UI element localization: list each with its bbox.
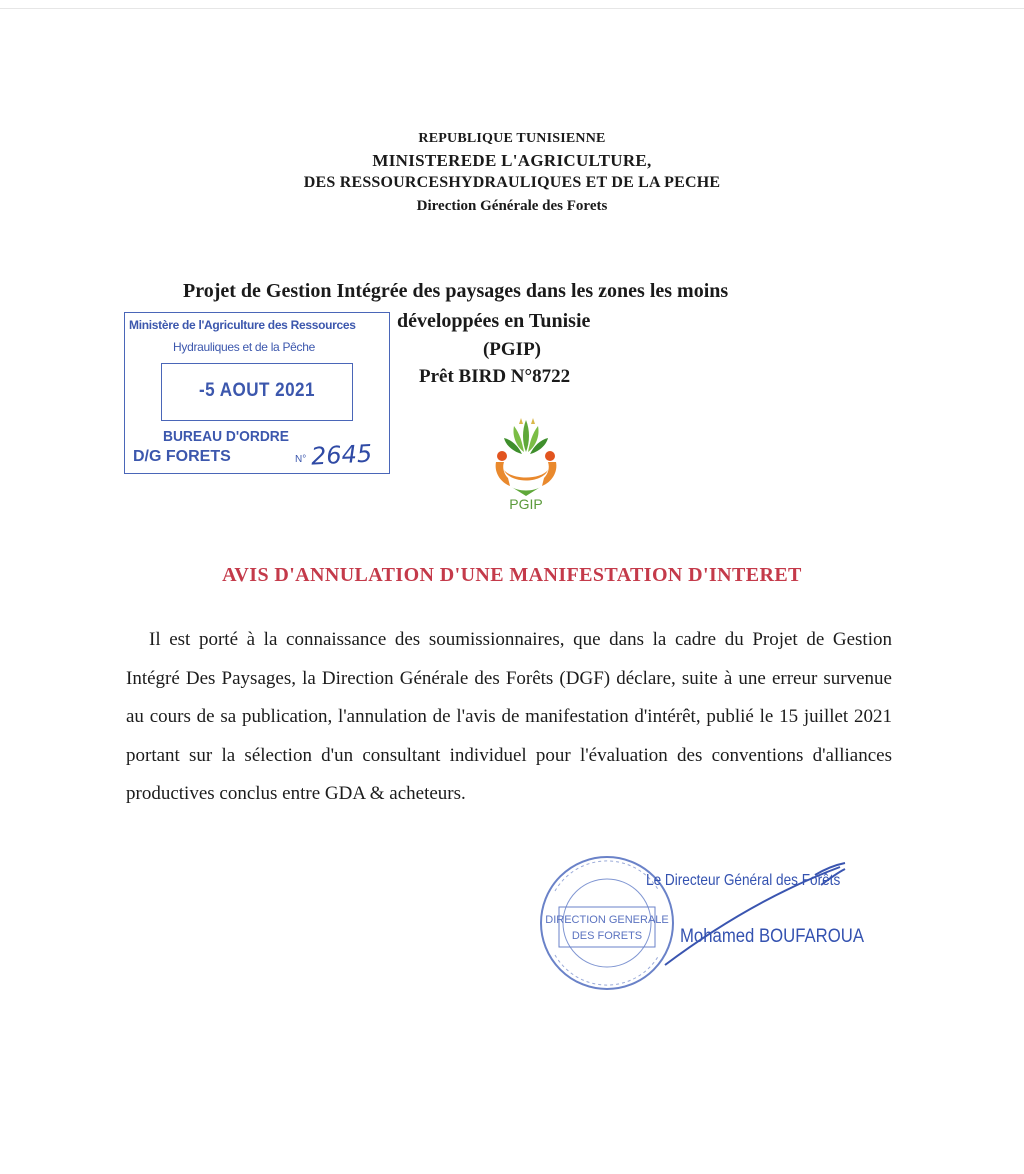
letterhead-ministry-cont: DES RESSOURCESHYDRAULIQUES ET DE LA PECHE — [303, 174, 721, 191]
letterhead — [0, 128, 1024, 218]
stamp-handwritten-number: 2645 — [310, 439, 373, 471]
people-icon — [496, 451, 557, 496]
letterhead-ministry: MINISTEREDE L'AGRICULTURE, — [372, 151, 652, 170]
stamp-ministry-line1: Ministère de l'Agriculture des Ressources — [129, 318, 356, 332]
signatory-name: Mohamed BOUFAROUA — [680, 926, 864, 947]
project-title-line2: développées en Tunisie — [397, 310, 591, 332]
stamp-date: -5 AOUT 2021 — [199, 380, 315, 401]
stamp-date-box — [161, 363, 353, 421]
logo-label: PGIP — [509, 496, 543, 512]
stamp-department: D/G FORETS — [133, 448, 231, 465]
scan-edge-line — [0, 8, 1024, 9]
letterhead-republic: REPUBLIQUE TUNISIENNE — [418, 131, 606, 146]
signatory-title: Le Directeur Général des Forêts — [646, 872, 841, 889]
stamp-number-prefix: N° — [295, 454, 307, 465]
seal-center-line2: DES FORETS — [571, 930, 643, 942]
stamp-office: BUREAU D'ORDRE — [163, 428, 289, 445]
stamp-ministry-line2: Hydrauliques et de la Pêche — [173, 340, 315, 354]
project-acronym: (PGIP) — [482, 339, 542, 360]
registry-stamp — [124, 312, 390, 474]
notice-title: AVIS D'ANNULATION D'UNE MANIFESTATION D'INTERET — [222, 564, 802, 586]
project-title-line1: Projet de Gestion Intégrée des paysages dans les zones les moins — [183, 280, 729, 302]
project-loan-number: Prêt BIRD N°8722 — [419, 366, 571, 387]
pgip-logo — [486, 412, 566, 512]
notice-body: Il est porté à la connaissance des soumissionnaires, que dans la cadre du Projet de Gestion Intégré Des Paysages, la Direction Générale des Forêts (DGF) déclare, suite à une erreur survenue au cours de sa publication, l'annulation de l'avis de manifestation d'intérêt, publié le 15 juillet 2021 portant sur la sélection d'un consultant individuel pour l'évaluation des conventions d'alliances productives conclus entre GDA & acheteurs. — [126, 629, 892, 804]
letterhead-direction: Direction Générale des Forets — [416, 198, 608, 214]
seal-center-line1: DIRECTION GENERALE — [545, 914, 669, 926]
leaf-icon — [504, 418, 548, 454]
